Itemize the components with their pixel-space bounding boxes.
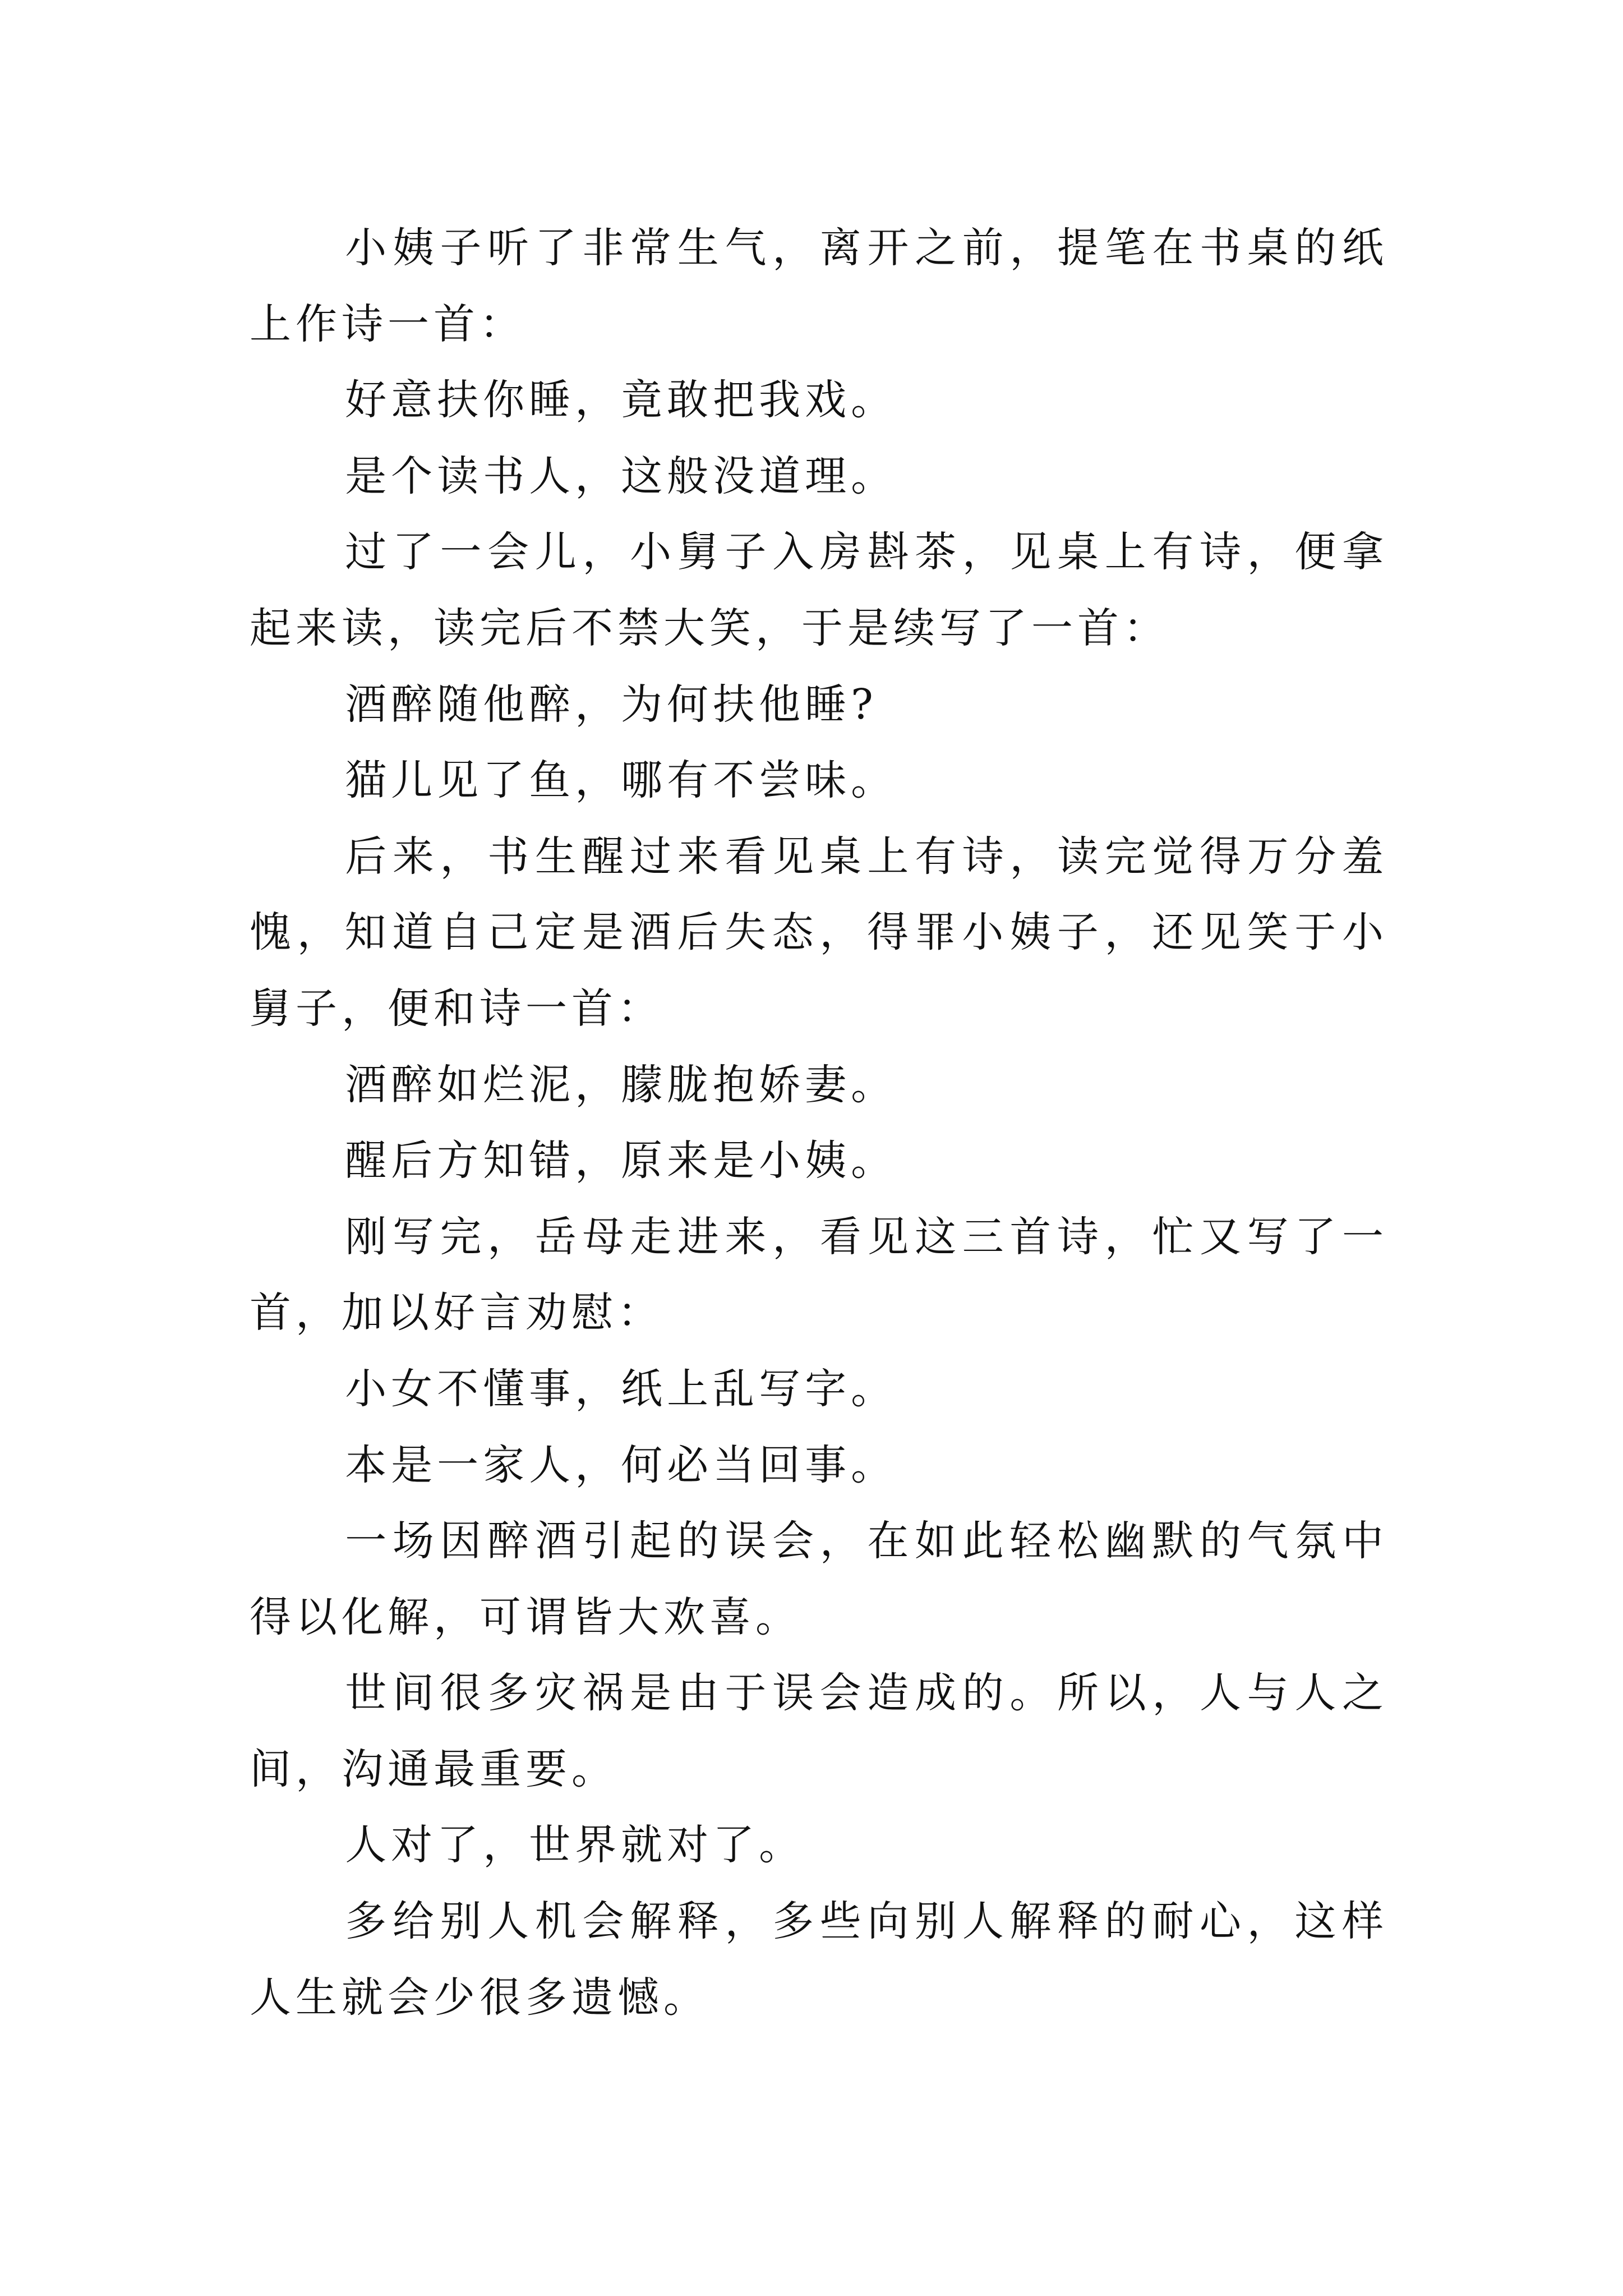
paragraph-1: 小姨子听了非常生气，离开之前，提笔在书桌的纸上作诗一首： — [250, 224, 1388, 348]
poem-line-4: 猫儿见了鱼，哪有不尝味。 — [345, 756, 897, 805]
paragraph-8: 多给别人机会解释，多些向别人解释的耐心，这样人生就会少很多遗憾。 — [250, 1897, 1388, 2022]
document-body — [250, 210, 1388, 2036]
paragraph-4: 刚写完，岳母走进来，看见这三首诗，忙又写了一首，加以好言劝慰： — [250, 1212, 1388, 1337]
poem-line-6: 醒后方知错，原来是小姨。 — [345, 1137, 897, 1185]
poem-line-5: 酒醉如烂泥，朦胧抱娇妻。 — [345, 1060, 897, 1109]
poem-line-8: 本是一家人，何必当回事。 — [345, 1441, 897, 1489]
paragraph-7: 人对了，世界就对了。 — [345, 1821, 805, 1870]
paragraph-2: 过了一会儿，小舅子入房斟茶，见桌上有诗，便拿起来读，读完后不禁大笑，于是续写了一首： — [250, 528, 1388, 652]
poem-line-3: 酒醉随他醉，为何扶他睡? — [345, 680, 878, 729]
poem-line-2: 是个读书人，这般没道理。 — [345, 452, 897, 500]
paragraph-5: 一场因醉酒引起的误会，在如此轻松幽默的气氛中得以化解，可谓皆大欢喜。 — [250, 1517, 1388, 1641]
paragraph-3: 后来，书生醒过来看见桌上有诗，读完觉得万分羞愧，知道自己定是酒后失态，得罪小姨子，还见笑于小舅子，便和诗一首： — [250, 832, 1388, 1033]
paragraph-6: 世间很多灾祸是由于误会造成的。所以，人与人之间，沟通最重要。 — [250, 1669, 1388, 1793]
poem-line-7: 小女不懂事，纸上乱写字。 — [345, 1364, 897, 1413]
poem-line-1: 好意扶你睡，竟敢把我戏。 — [345, 376, 897, 425]
